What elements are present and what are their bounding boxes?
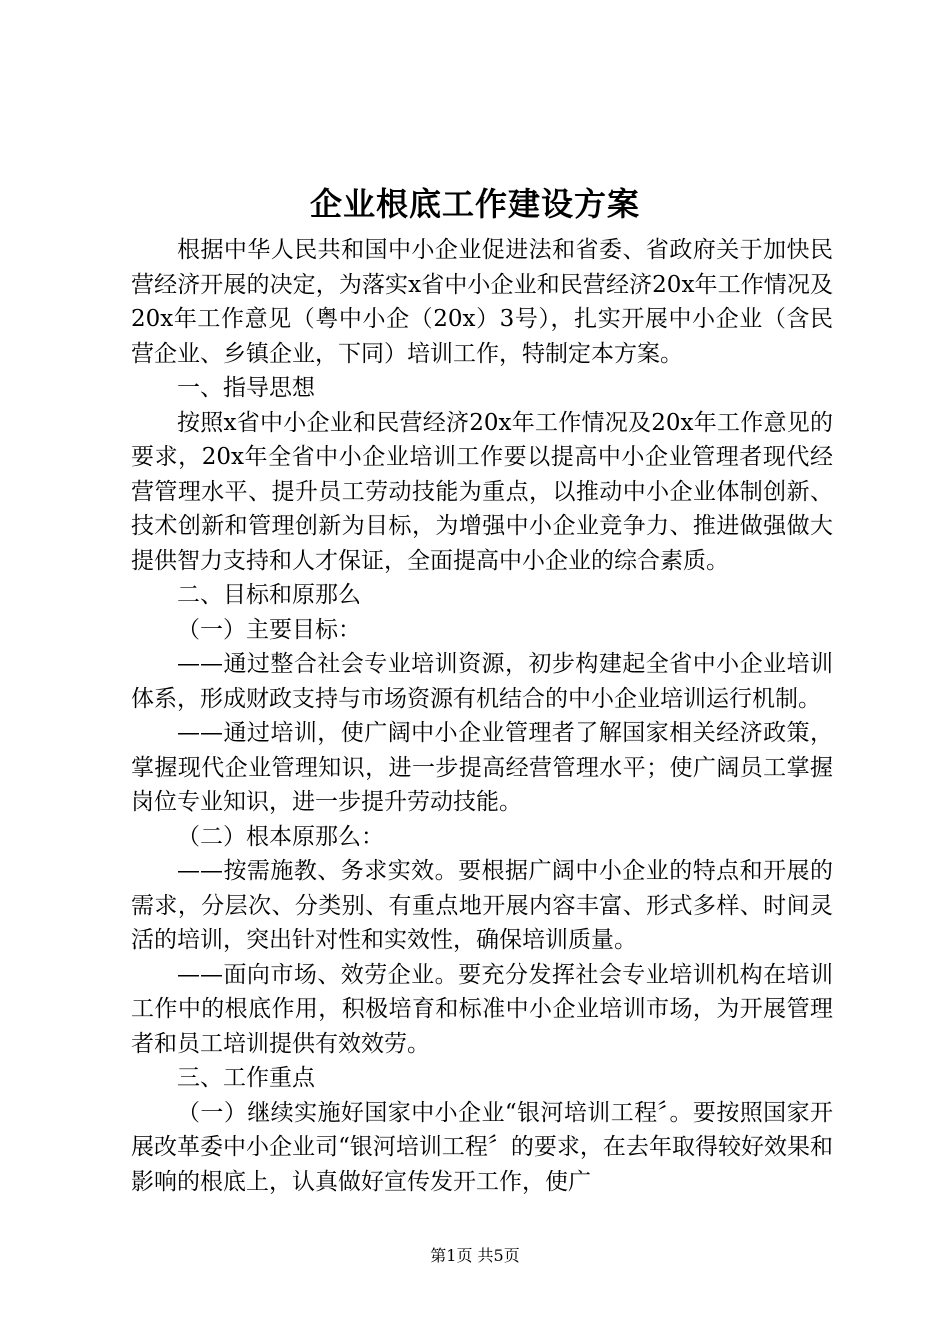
work-focus-paragraph-1: （一）继续实施好国家中小企业“银河培训工程〞。要按照国家开展改革委中小企业司“银河培训工程〞的要求，在去年取得较好效果和影响的根底上，认真做好宣传发开工作，使广 — [131, 1099, 833, 1195]
principle-paragraph-2: ——面向市场、效劳企业。要充分发挥社会专业培训机构在培训工作中的根底作用，积极培育和标准中小企业培训市场，为开展管理者和员工培训提供有效效劳。 — [131, 961, 833, 1057]
section-heading-goals-principles: 二、目标和原那么 — [177, 582, 361, 608]
document-title: 企业根底工作建设方案 — [309, 185, 640, 223]
page-footer: 第1页 共5页 — [430, 1246, 520, 1265]
intro-paragraph: 根据中华人民共和国中小企业促进法和省委、省政府关于加快民营经济开展的决定，为落实x省中小企业和民营经济20x年工作情况及20x年工作意见（粤中小企（20x）3号），扎实开展中小企业（含民营企业、乡镇企业，下同）培训工作，特制定本方案。 — [131, 237, 833, 367]
section-heading-guiding-ideology: 一、指导思想 — [177, 375, 315, 401]
subheading-basic-principles: （二）根本原那么： — [177, 823, 384, 850]
goal-paragraph-2: ——通过培训，使广阔中小企业管理者了解国家相关经济政策，掌握现代企业管理知识，进一步提高经营管理水平；使广阔员工掌握岗位专业知识，进一步提升劳动技能。 — [131, 720, 833, 815]
guiding-ideology-paragraph: 按照x省中小企业和民营经济20x年工作情况及20x年工作意见的要求，20x年全省中小企业培训工作要以提高中小企业管理者现代经营管理水平、提升员工劳动技能为重点，以推动中小企业体制创新、技术创新和管理创新为目标，为增强中小企业竞争力、推进做强做大提供智力支持和人才保证，全面提高中小企业的综合素质。 — [131, 409, 833, 574]
document-body — [131, 233, 833, 1199]
goal-paragraph-1: ——通过整合社会专业培训资源，初步构建起全省中小企业培训体系，形成财政支持与市场资源有机结合的中小企业培训运行机制。 — [131, 651, 833, 712]
subheading-main-goals: （一）主要目标： — [177, 616, 361, 643]
section-heading-work-focus: 三、工作重点 — [177, 1065, 315, 1091]
principle-paragraph-1: ——按需施教、务求实效。要根据广阔中小企业的特点和开展的需求，分层次、分类别、有重点地开展内容丰富、形式多样、时间灵活的培训，突出针对性和实效性，确保培训质量。 — [131, 858, 833, 953]
